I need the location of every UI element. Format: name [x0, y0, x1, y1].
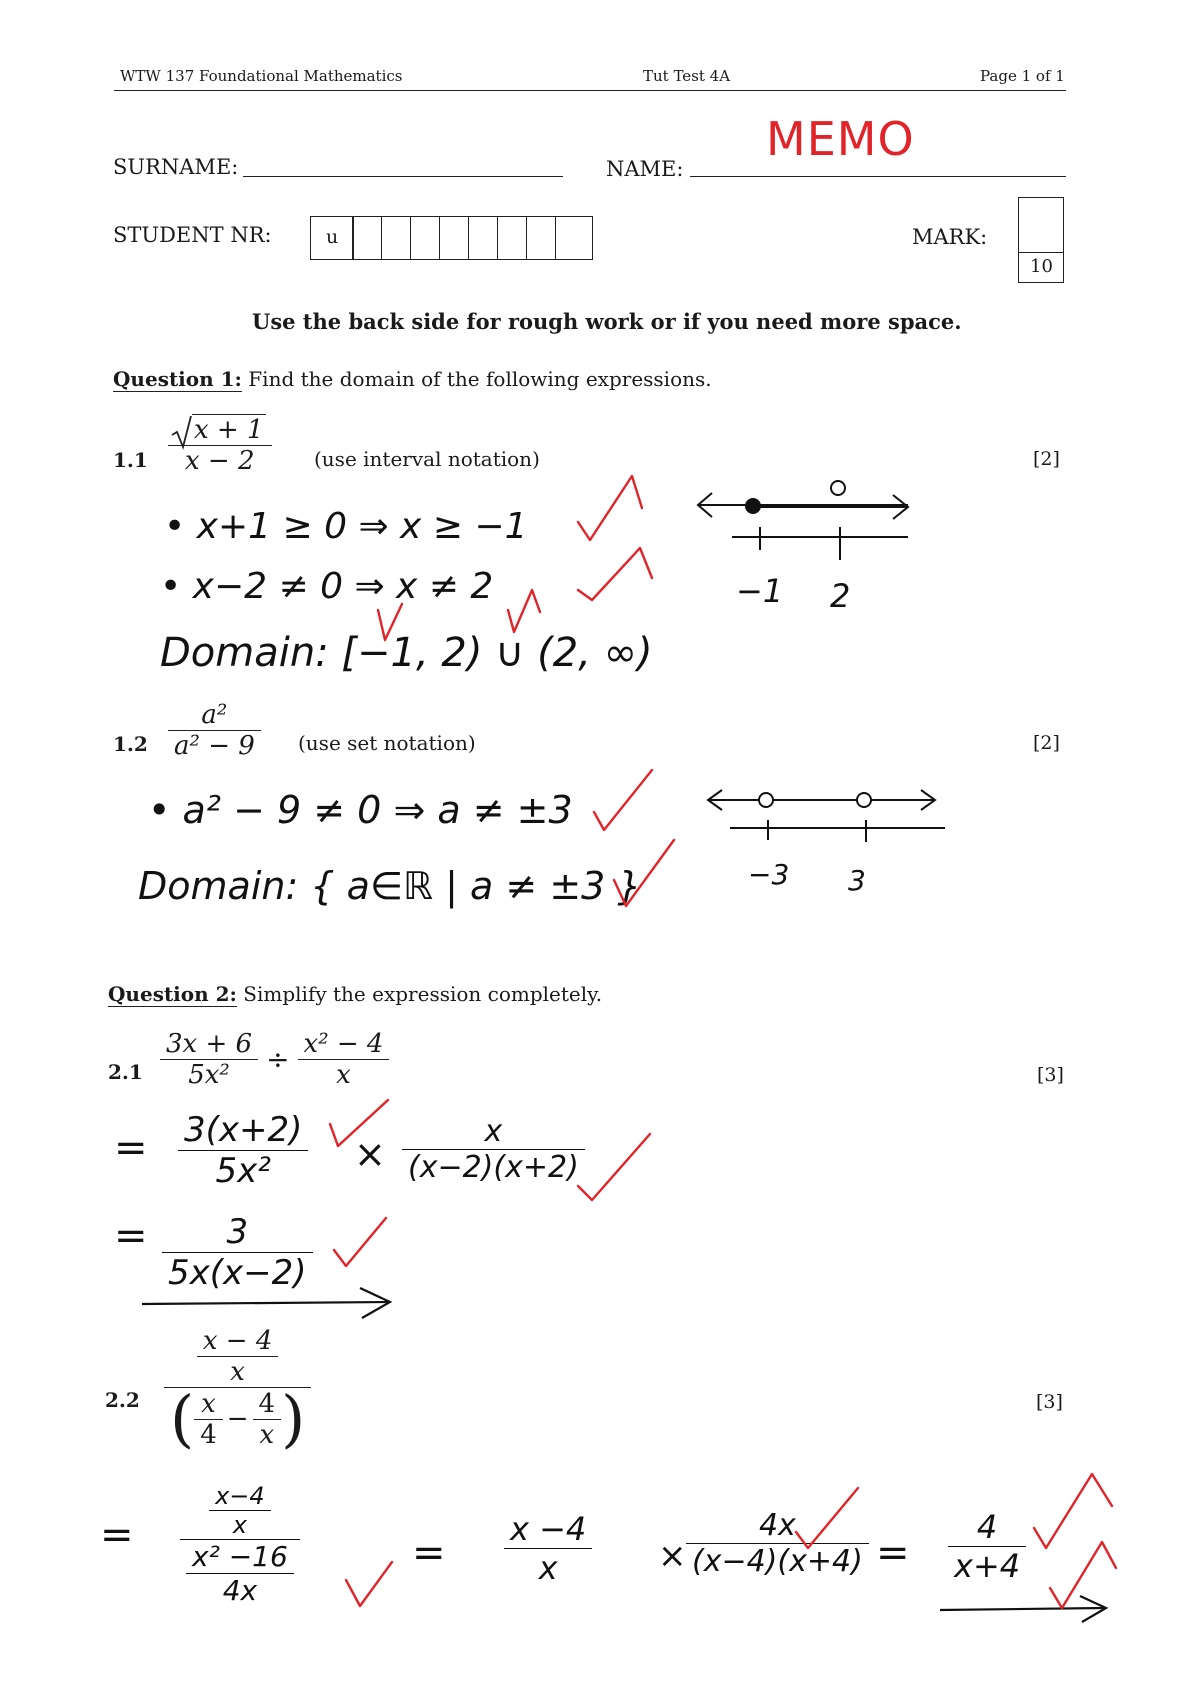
question-2-2-expression — [164, 1326, 311, 1455]
question-2-1-expression — [160, 1029, 389, 1090]
q1-2-domain: Domain: { a∈ℝ | a ≠ ±3 } — [138, 864, 642, 908]
tick-icon — [1050, 1542, 1116, 1608]
result-numerator: 4 — [976, 1508, 998, 1546]
step-numerator: 4x — [758, 1508, 796, 1543]
work-bottom-denominator: 4x — [222, 1574, 258, 1607]
mark-box[interactable] — [1018, 197, 1064, 283]
instruction: Use the back side for rough work or if you need more space. — [252, 309, 962, 334]
work-top-numerator: x−4 — [215, 1482, 265, 1510]
q1-1-domain: Domain: [−1, 2) ∪ (2, ∞) — [160, 630, 653, 676]
question-2-heading — [108, 982, 602, 1006]
question-1-heading — [113, 367, 712, 391]
name-label: NAME: — [606, 157, 684, 181]
q2-2-work-complex — [180, 1482, 300, 1607]
step-denominator: x — [538, 1549, 558, 1587]
q1-2-nl-label-a: −3 — [748, 858, 790, 891]
inner-1-denominator: 4 — [200, 1419, 217, 1450]
inner-1-numerator: x — [201, 1388, 216, 1419]
question-2-2-number: 2.2 — [105, 1388, 140, 1412]
mark-total: 10 — [1030, 256, 1053, 277]
step-numerator: x — [484, 1114, 503, 1149]
name-value: MEMO — [766, 112, 915, 166]
tick-icon — [578, 548, 652, 600]
fraction-1-denominator: 5x² — [188, 1060, 230, 1090]
surname-line[interactable] — [243, 176, 563, 177]
q1-1-nl-label-a: −1 — [736, 572, 784, 610]
student-nr-box[interactable] — [526, 216, 556, 260]
header-rule — [114, 90, 1066, 91]
question-1-2-expression — [168, 700, 261, 761]
q1-2-work-line-1: • a² − 9 ≠ 0 ⇒ a ≠ ±3 — [148, 788, 573, 832]
q2-2-step-a — [504, 1510, 592, 1587]
top-numerator: x − 4 — [202, 1326, 273, 1356]
question-1-label: Question 1: — [113, 367, 242, 391]
tick-icon — [346, 1562, 392, 1606]
step-denominator: 5x² — [215, 1151, 271, 1191]
sqrt-sign — [170, 415, 192, 449]
student-nr-label: STUDENT NR: — [113, 223, 272, 247]
question-2-2-marks: [3] — [1036, 1391, 1063, 1413]
name-line[interactable] — [690, 176, 1066, 177]
student-nr-box[interactable] — [439, 216, 469, 260]
minus-sign: − — [226, 1404, 249, 1434]
expr-numerator: a² — [201, 700, 228, 730]
step-denominator: (x−2)(x+2) — [408, 1150, 579, 1185]
fraction-2-denominator: x — [336, 1060, 351, 1090]
tick-icon — [508, 590, 540, 632]
q2-2-times: × — [658, 1536, 687, 1576]
student-nr-box[interactable] — [381, 216, 411, 260]
question-1-text: Find the domain of the following expressions. — [248, 367, 712, 391]
left-paren: ( — [170, 1382, 195, 1455]
right-paren: ) — [281, 1382, 306, 1455]
question-1-1-expression — [168, 415, 272, 476]
question-1-1-marks: [2] — [1033, 448, 1060, 470]
q2-1-step-1a — [178, 1110, 308, 1191]
q1-1-work-line-2: • x−2 ≠ 0 ⇒ x ≠ 2 — [160, 566, 494, 607]
q2-1-step-1b — [402, 1114, 585, 1185]
fraction-2-numerator: x² − 4 — [303, 1029, 384, 1059]
question-1-2-hint: (use set notation) — [298, 731, 476, 755]
fraction-1-numerator: 3x + 6 — [166, 1029, 253, 1059]
work-bottom-numerator: x² −16 — [192, 1540, 288, 1573]
q1-1-work-line-1: • x+1 ≥ 0 ⇒ x ≥ −1 — [164, 506, 528, 547]
inner-2-numerator: 4 — [258, 1388, 276, 1419]
q1-2-nl-label-b: 3 — [848, 864, 866, 897]
step-numerator: 3(x+2) — [184, 1110, 303, 1150]
student-nr-box[interactable] — [555, 216, 593, 260]
result-denominator: 5x(x−2) — [168, 1253, 307, 1293]
tick-icon — [578, 1134, 650, 1200]
tick-icon — [1034, 1474, 1112, 1548]
mark-divider — [1019, 252, 1063, 253]
q2-2-equals-3: = — [876, 1530, 910, 1576]
result-denominator: x+4 — [954, 1547, 1021, 1585]
divide-sign: ÷ — [266, 1043, 290, 1076]
test-title: Tut Test 4A — [643, 67, 731, 85]
step-denominator: (x−4)(x+4) — [692, 1544, 863, 1579]
result-numerator: 3 — [226, 1212, 249, 1252]
student-nr-box[interactable] — [497, 216, 527, 260]
expr-numerator: x + 1 — [194, 415, 264, 445]
work-top-denominator: x — [232, 1511, 247, 1539]
page-number: Page 1 of 1 — [980, 67, 1065, 85]
q2-2-equals-1: = — [100, 1512, 134, 1558]
q2-2-result — [948, 1508, 1026, 1585]
question-2-1-marks: [3] — [1037, 1064, 1064, 1086]
course-title: WTW 137 Foundational Mathematics — [120, 67, 403, 85]
student-nr-box[interactable] — [410, 216, 440, 260]
q1-1-nl-label-b: 2 — [830, 577, 851, 615]
top-denominator: x — [230, 1357, 245, 1387]
question-1-2-marks: [2] — [1033, 732, 1060, 754]
mark-label: MARK: — [912, 225, 988, 249]
question-1-2-number: 1.2 — [113, 732, 148, 756]
student-nr-box[interactable] — [352, 216, 382, 260]
question-2-label: Question 2: — [108, 982, 237, 1006]
expr-denominator: a² − 9 — [174, 731, 255, 761]
question-2-1-number: 2.1 — [108, 1060, 143, 1084]
tick-icon — [578, 476, 642, 540]
q2-1-equals-2: = — [114, 1213, 148, 1259]
inner-2-denominator: x — [259, 1419, 275, 1450]
question-1-1-number: 1.1 — [113, 448, 148, 472]
question-1-1-hint: (use interval notation) — [314, 447, 540, 471]
surname-label: SURNAME: — [113, 155, 239, 179]
step-numerator: x −4 — [510, 1510, 587, 1548]
tick-icon — [334, 1218, 386, 1266]
student-nr-prefix: u — [326, 226, 339, 248]
question-2-text: Simplify the expression completely. — [243, 982, 603, 1006]
student-nr-box[interactable] — [310, 216, 354, 260]
student-nr-box[interactable] — [468, 216, 498, 260]
q2-2-equals-2: = — [412, 1530, 446, 1576]
expr-denominator: x − 2 — [185, 446, 255, 476]
q2-1-times: × — [354, 1132, 386, 1176]
q2-2-step-b — [686, 1508, 869, 1579]
tick-icon — [594, 770, 652, 830]
q2-1-result — [162, 1212, 313, 1293]
q2-1-equals-1: = — [114, 1125, 148, 1171]
